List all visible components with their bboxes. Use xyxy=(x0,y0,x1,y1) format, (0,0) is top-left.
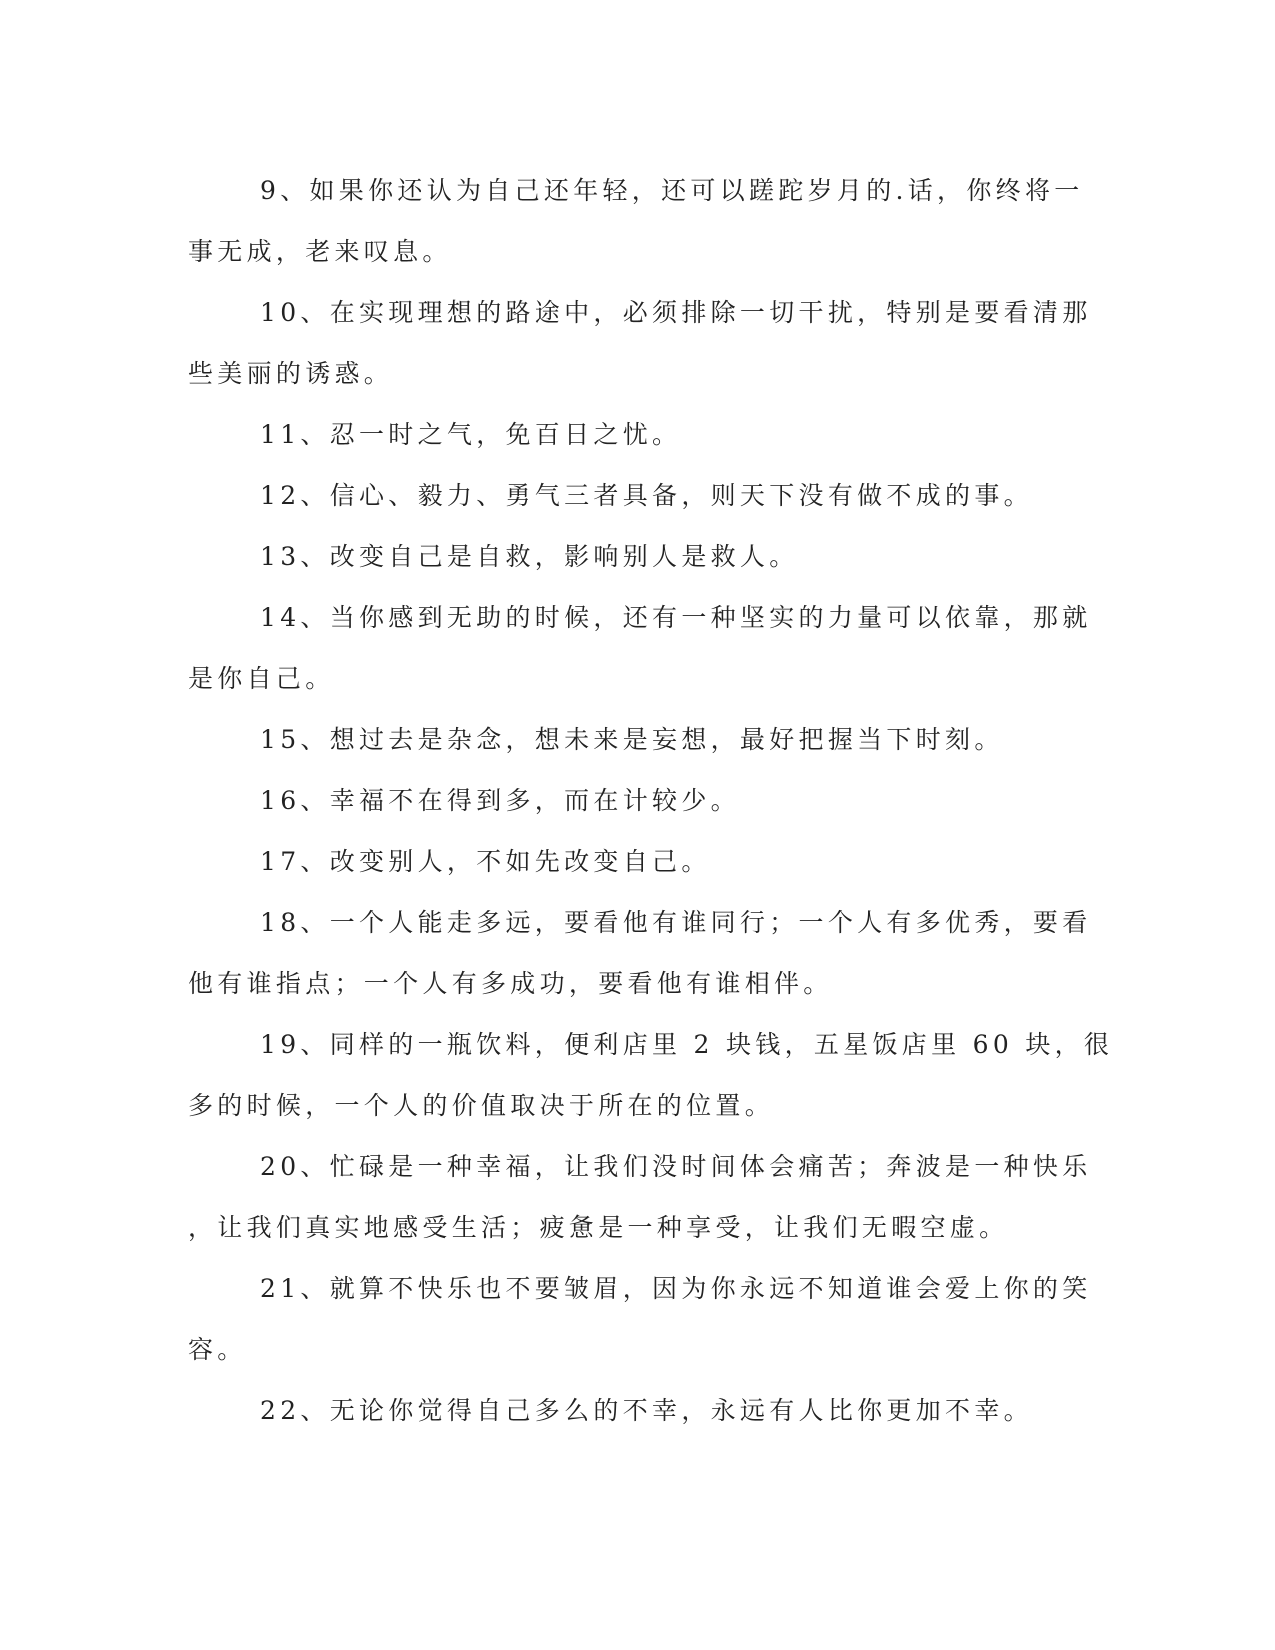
quote-line: 容。 xyxy=(188,1335,247,1364)
quote-line: 12、信心、毅力、勇气三者具备，则天下没有做不成的事。 xyxy=(260,481,1033,510)
quote-line: 11、忍一时之气，免百日之忧。 xyxy=(260,420,682,449)
quote-line: 17、改变别人，不如先改变自己。 xyxy=(260,847,711,876)
quote-line: 是你自己。 xyxy=(188,664,335,693)
quote-line: 15、想过去是杂念，想未来是妄想，最好把握当下时刻。 xyxy=(260,725,1004,754)
quote-line: 21、就算不快乐也不要皱眉，因为你永远不知道谁会爱上你的笑 xyxy=(260,1274,1092,1303)
quote-line: 13、改变自己是自救，影响别人是救人。 xyxy=(260,542,799,571)
quote-item-21 xyxy=(188,1258,1092,1380)
quote-line: 10、在实现理想的路途中，必须排除一切干扰，特别是要看清那 xyxy=(260,298,1092,327)
quote-item-13 xyxy=(188,526,1068,587)
quote-item-18 xyxy=(188,892,1092,1014)
quote-line: 20、忙碌是一种幸福，让我们没时间体会痛苦；奔波是一种快乐 xyxy=(260,1152,1092,1181)
quote-line: 22、无论你觉得自己多么的不幸，永远有人比你更加不幸。 xyxy=(260,1396,1033,1425)
quote-line: 16、幸福不在得到多，而在计较少。 xyxy=(260,786,740,815)
quote-item-22 xyxy=(188,1380,1068,1441)
quote-item-15 xyxy=(188,709,1068,770)
quote-item-10 xyxy=(188,282,1092,404)
quote-item-14 xyxy=(188,587,1092,709)
quote-line: 事无成，老来叹息。 xyxy=(188,237,452,266)
quote-line: ，让我们真实地感受生活；疲惫是一种享受，让我们无暇空虚。 xyxy=(188,1213,1009,1242)
quote-line: 19、同样的一瓶饮料，便利店里 2 块钱，五星饭店里 60 块，很 xyxy=(260,1030,1114,1059)
quote-line: 多的时候，一个人的价值取决于所在的位置。 xyxy=(188,1091,775,1120)
quote-line: 18、一个人能走多远，要看他有谁同行；一个人有多优秀，要看 xyxy=(260,908,1092,937)
document-body xyxy=(188,160,1114,1441)
quote-line: 些美丽的诱惑。 xyxy=(188,359,394,388)
quote-item-12 xyxy=(188,465,1068,526)
quote-line: 9、如果你还认为自己还年轻，还可以蹉跎岁月的.话，你终将一 xyxy=(260,176,1084,205)
quote-item-11 xyxy=(188,404,1068,465)
quote-line: 14、当你感到无助的时候，还有一种坚实的力量可以依靠，那就 xyxy=(260,603,1092,632)
quote-item-19 xyxy=(188,1014,1114,1136)
quote-item-9 xyxy=(188,160,1084,282)
quote-item-16 xyxy=(188,770,1068,831)
quote-item-20 xyxy=(188,1136,1092,1258)
quote-line: 他有谁指点；一个人有多成功，要看他有谁相伴。 xyxy=(188,969,833,998)
quote-item-17 xyxy=(188,831,1068,892)
